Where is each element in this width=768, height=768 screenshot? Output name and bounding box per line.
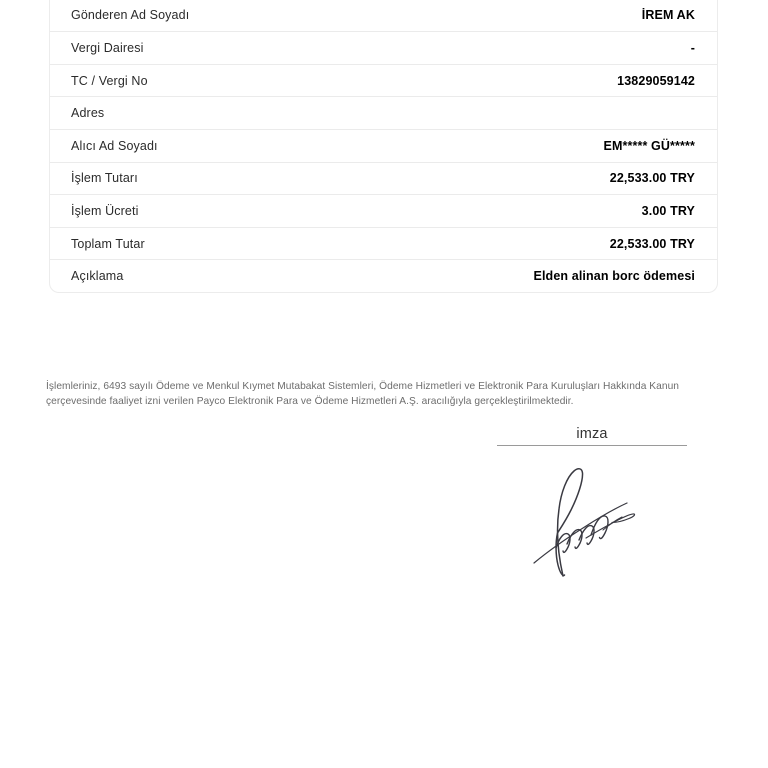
receipt-row-value: 22,533.00 TRY bbox=[609, 236, 695, 251]
signature-block bbox=[492, 426, 692, 587]
receipt-row bbox=[50, 0, 717, 31]
receipt-row-label: İşlem Tutarı bbox=[71, 171, 138, 186]
receipt-row-value: 22,533.00 TRY bbox=[609, 171, 695, 186]
receipt-row-label: İşlem Ücreti bbox=[71, 203, 139, 218]
receipt-row bbox=[50, 96, 717, 129]
receipt-row bbox=[50, 162, 717, 195]
receipt-row bbox=[50, 227, 717, 260]
receipt-row-value: EM***** GÜ***** bbox=[603, 138, 695, 153]
receipt-row-value: 13829059142 bbox=[617, 73, 695, 88]
receipt-row-value: Elden alinan borc ödemesi bbox=[533, 269, 695, 284]
signature-label: imza bbox=[576, 426, 608, 442]
signature-rule bbox=[497, 445, 687, 446]
handwritten-signature-icon bbox=[492, 452, 692, 587]
receipt-row-label: Alıcı Ad Soyadı bbox=[71, 138, 158, 153]
receipt-row bbox=[50, 64, 717, 97]
legal-disclaimer-text: İşlemleriniz, 6493 sayılı Ödeme ve Menkul Kıymet Mutabakat Sistemleri, Ödeme Hizmetleri ve Elektronik Para Kuruluşları Hakkında Kanun çerçevesinde faaliyet izni verilen Payco Elektronik Para ve Ödeme Hizmetleri A.Ş. aracılığıyla gerçekleştirilmektedir. bbox=[46, 381, 680, 407]
receipt-detail-card bbox=[49, 0, 718, 293]
receipt-row-label: Toplam Tutar bbox=[71, 236, 145, 251]
receipt-row-label: Vergi Dairesi bbox=[71, 40, 144, 55]
receipt-row bbox=[50, 31, 717, 64]
receipt-row bbox=[50, 129, 717, 162]
receipt-row-label: Açıklama bbox=[71, 269, 124, 284]
receipt-row-value: İREM AK bbox=[641, 8, 695, 23]
receipt-row-label: TC / Vergi No bbox=[71, 73, 148, 88]
receipt-row bbox=[50, 259, 717, 292]
receipt-row-label: Gönderen Ad Soyadı bbox=[71, 8, 190, 23]
receipt-row-value: - bbox=[690, 40, 695, 55]
receipt-row bbox=[50, 194, 717, 227]
receipt-row-value: 3.00 TRY bbox=[641, 203, 695, 218]
receipt-row-label: Adres bbox=[71, 106, 105, 121]
